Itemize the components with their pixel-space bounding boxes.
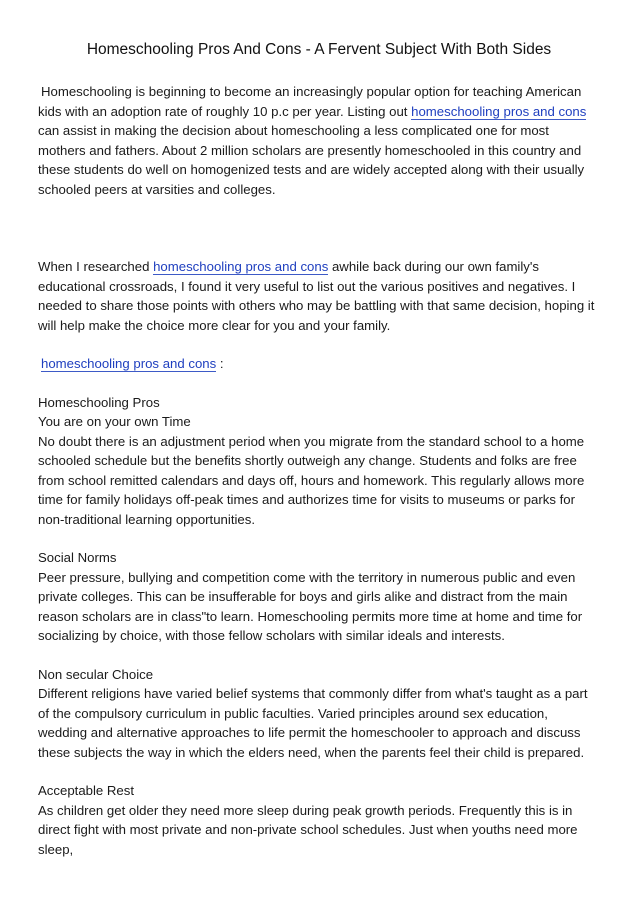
section-body: Different religions have varied belief systems that commonly differ from what's taught as a part of the compulsory curriculum in public faculties. Varied principles around sex education, wedding and alternative approaches to life permit the homeschooler to approach and discuss these subjects the way in which the elders need, when the parents feel their child is prepared. [38,686,588,760]
section-body: As children get older they need more sleep during peak growth periods. Frequently this is in direct fight with most private and non-private school schedules. Just when youths need more sleep, [38,802,578,857]
section-pros [38,393,600,530]
spacer [38,646,600,665]
section-non-secular-choice [38,665,600,763]
section-body: Peer pressure, bullying and competition come with the territory in numerous public and even private colleges. This can be insufferable for boys and girls alike and distract from the main reason scholars are in class"to learn. Homeschooling permits more time at home and time for socializing by choice, with those fellow scholars with similar ideals and interests. [38,569,583,643]
homeschooling-pros-cons-link-2[interactable]: homeschooling pros and cons [153,259,329,274]
intro-text-after: can assist in making the decision about homeschooling a less complicated one for most mothers and fathers. About 2 million scholars are presently homeschooled in this country and these students do well on homogenized tests and are widely accepted along with their usually schooled peers at varsities and colleges. [38,123,585,197]
spacer [38,762,600,781]
link-line [38,354,600,374]
section-heading: Social Norms [38,550,117,565]
spacer [38,199,600,257]
spacer [38,529,600,548]
document-title: Homeschooling Pros And Cons - A Fervent Subject With Both Sides [86,41,552,58]
intro-paragraph [38,82,600,199]
research-text-after: awhile back during our own family's educational crossroads, I found it very useful to list out the various positives and negatives. I needed to share those points with others who may be battling with that same decision, hoping it will help make the choice more clear for you and your family. [38,259,595,333]
section-heading: Acceptable Rest [38,783,135,798]
section-heading: Homeschooling Pros [38,394,160,410]
spacer [38,374,600,393]
section-subheading: You are on your own Time [38,414,191,429]
section-acceptable-rest [38,781,600,859]
section-social-norms [38,548,600,646]
section-heading: Non secular Choice [38,666,154,682]
homeschooling-pros-cons-link-1[interactable]: homeschooling pros and cons [411,103,587,119]
link-line-suffix: : [216,356,224,371]
spacer [38,335,600,354]
section-body: No doubt there is an adjustment period when you migrate from the standard school to a home schooled schedule but the benefits shortly outweigh any change. Students and folks are free from school remitted calendars and days off, hours and homework. This regularly allows more time for family holidays off-peak times and authorizes time for visits to museums or parks for non-traditional learning opportunities. [38,433,585,527]
intro-text-before: Homeschooling is beginning to become an increasingly popular option for teaching American kids with an adoption rate of roughly 10 p.c per year. Listing out [38,84,582,119]
research-paragraph [38,257,600,335]
homeschooling-pros-cons-link-3[interactable]: homeschooling pros and cons [41,356,217,371]
research-text-before: When I researched [38,259,154,274]
